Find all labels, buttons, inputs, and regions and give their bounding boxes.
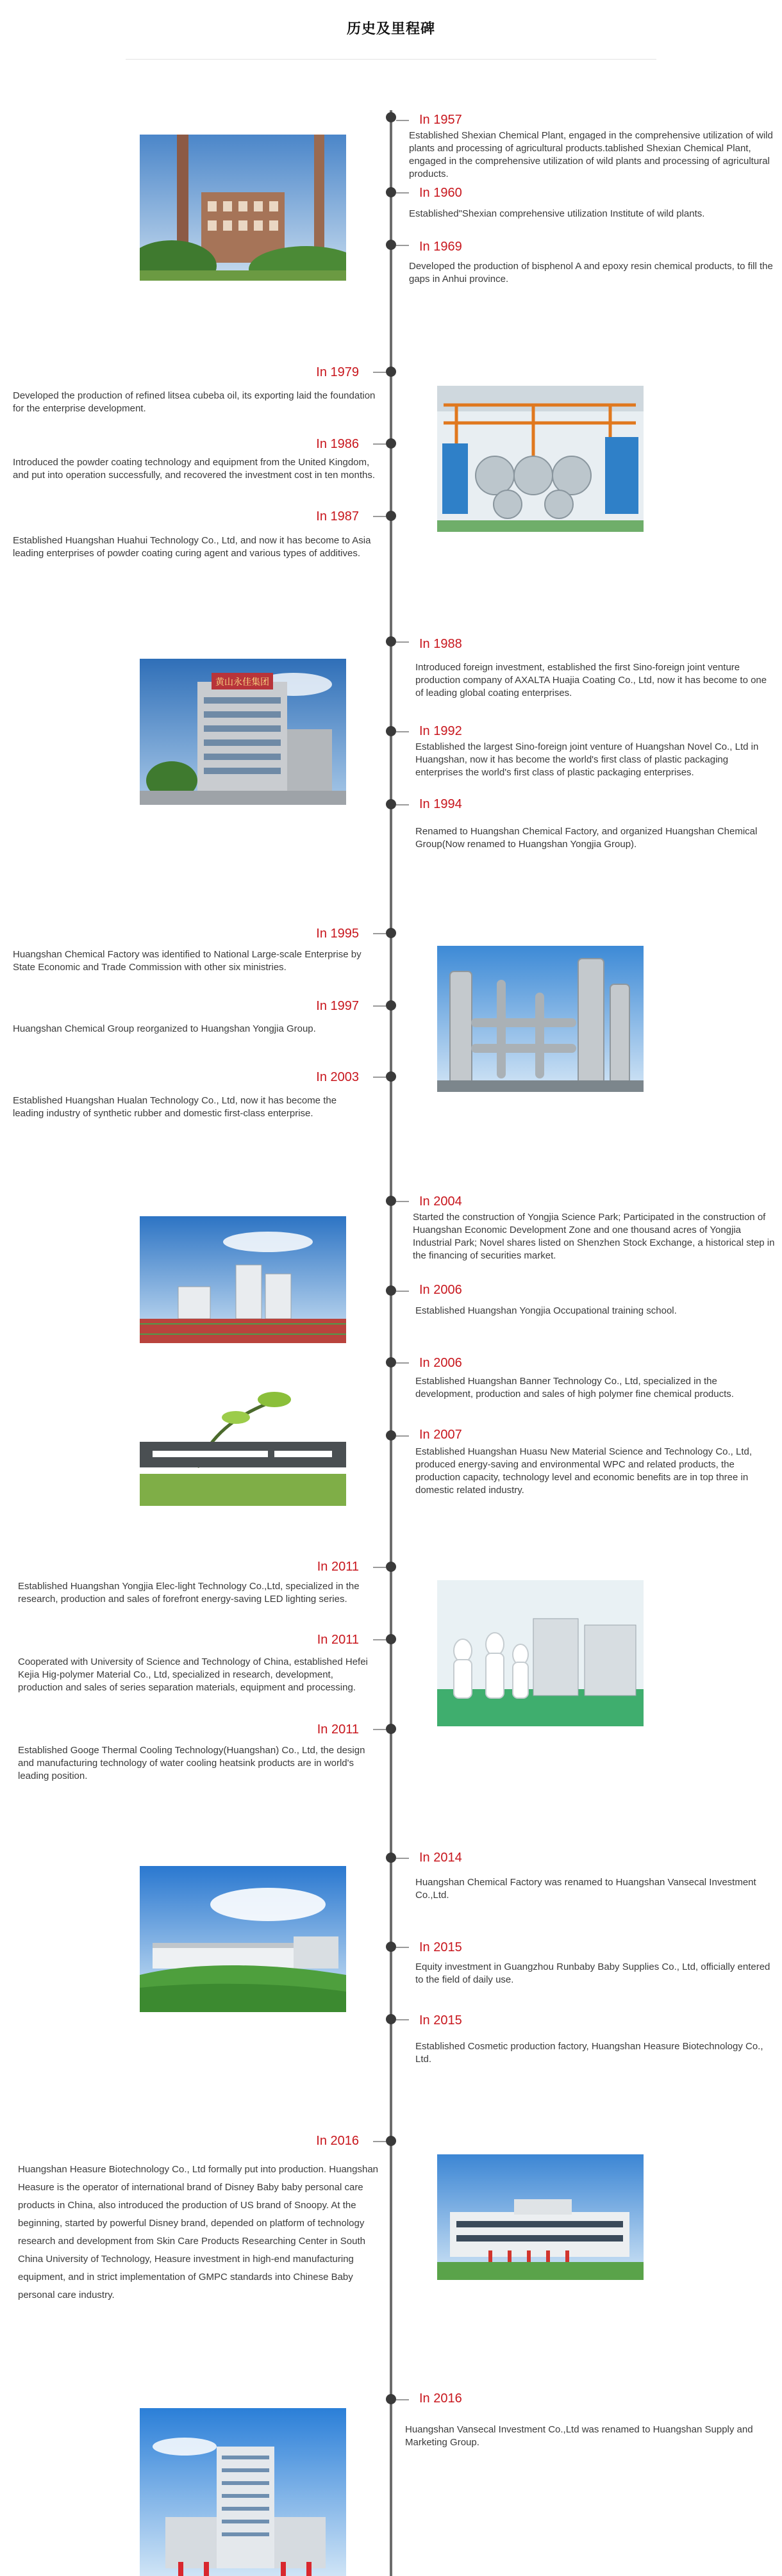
- milestone-text: Huangshan Chemical Group reorganized to Huangshan Yongjia Group.: [13, 1023, 316, 1034]
- timeline-dot: [386, 1285, 396, 1296]
- page-title: 历史及里程碑: [346, 21, 435, 37]
- milestone-year: In 2003: [316, 1070, 359, 1084]
- milestone-text: Renamed to Huangshan Chemical Factory, and organized Huangshan Chemical Group(Now renamed to Huangshan Yongjia Group).: [415, 826, 758, 850]
- milestone-year: In 1987: [316, 509, 359, 524]
- timeline-tick: [396, 1858, 409, 1859]
- timeline-tick: [396, 804, 409, 805]
- timeline-dot: [386, 1071, 396, 1082]
- timeline-dot: [386, 1562, 396, 1572]
- factory-chimney-photo: [140, 135, 346, 281]
- timeline-dot: [386, 438, 396, 449]
- milestone-text: Equity investment in Guangzhou Runbaby Baby Supplies Co., Ltd, officially entered to the field of daily use.: [415, 1961, 770, 1985]
- timeline-dot: [386, 1430, 396, 1441]
- science-park-photo: [140, 1216, 346, 1343]
- milestone-text: Huangshan Heasure Biotechnology Co., Ltd formally put into production. Huangshan Heasure is the operator of international brand of Disney Baby baby personal care products in China, also introduced the production of US brand of Snoopy. At the beginning, started by powerful Disney brand, depended on platform of technology research and development from Skin Care Products Researching Center in South China University of Technology, Heasure investment in high-end manufacturing equipment, and in strict implementation of GMPC standards into Chinese Baby personal care industry.: [18, 2164, 379, 2300]
- timeline-dot: [386, 511, 396, 521]
- milestone-text: Developed the production of refined litsea cubeba oil, its exporting laid the foundation for the enterprise development.: [13, 390, 376, 414]
- timeline-dot: [386, 1634, 396, 1644]
- milestone-text: Established Huangshan Banner Technology Co., Ltd, specialized in the development, production and sales of high polymer fine chemical products.: [415, 1376, 734, 1399]
- milestone-year: In 1957: [419, 113, 462, 127]
- timeline-dot: [386, 1000, 396, 1011]
- title-divider: [126, 59, 656, 60]
- timeline-tick: [396, 1291, 409, 1292]
- milestone-year: In 1960: [419, 186, 462, 200]
- chemical-pipes-photo: [437, 946, 644, 1092]
- timeline-tick: [373, 2141, 386, 2142]
- timeline-tick: [373, 372, 386, 373]
- milestone-year: In 2006: [419, 1356, 462, 1370]
- timeline-tick: [373, 1005, 386, 1007]
- timeline-tick: [396, 1435, 409, 1437]
- milestone-text: Developed the production of bisphenol A and epoxy resin chemical products, to fill the gaps in Anhui province.: [409, 261, 773, 285]
- milestone-year: In 2006: [419, 1283, 462, 1297]
- milestone-text: Huangshan Chemical Factory was identified to National Large-scale Enterprise by State Economic and Trade Commission with other six ministries.: [13, 949, 362, 973]
- timeline-dot: [386, 2014, 396, 2024]
- timeline-dot: [386, 1853, 396, 1863]
- milestone-year: In 1995: [316, 927, 359, 941]
- milestone-year: In 1988: [419, 637, 462, 651]
- milestone-text: Established Shexian Chemical Plant, engaged in the comprehensive utilization of wild plants and processing of agricultural products.tablished Shexian Chemical Plant, engaged in the comprehensive utilization of wild plants and processing of agricultural products.: [409, 130, 773, 179]
- timeline-dot: [386, 928, 396, 938]
- milestone-text: Established Huangshan Huahui Technology Co., Ltd, and now it has become to Asia leading enterprises of powder coating curing agent and various types of additives.: [13, 535, 371, 559]
- timeline-dot: [386, 636, 396, 647]
- milestone-year: In 2004: [419, 1194, 462, 1209]
- milestone-year: In 1969: [419, 240, 462, 254]
- timeline-line: [390, 110, 392, 2576]
- timeline-tick: [373, 1639, 386, 1640]
- milestone-year: In 1997: [316, 999, 359, 1013]
- timeline-tick: [373, 933, 386, 934]
- timeline-tick: [396, 120, 409, 121]
- milestone-text: Started the construction of Yongjia Science Park; Participated in the construction of Huangshan Economic Development Zone and one thousand acres of Yongjia Industrial Park; Novel shares listed on Shenzhen Stock Exchange, a historical step in the financing of securities market.: [413, 1212, 775, 1261]
- milestone-text: Introduced foreign investment, established the first Sino-foreign joint venture production company of AXALTA Huajia Coating Co., Ltd, now it has become to one of leading global coating enterprises.: [415, 662, 767, 698]
- timeline-dot: [386, 1724, 396, 1734]
- milestone-year: In 2014: [419, 1851, 462, 1865]
- building-sign-text: 黄山永佳集团: [215, 677, 269, 688]
- timeline-dot: [386, 1942, 396, 1952]
- timeline-dot: [386, 367, 396, 377]
- timeline-tick: [396, 2019, 409, 2020]
- milestone-text: Cooperated with University of Science and Technology of China, established Hefei Kejia Hig-polymer Material Co., Ltd, specialized in research, development, production and sales of series separation materials, equipment and processing.: [18, 1656, 368, 1693]
- supply-group-tower-photo: [140, 2408, 346, 2576]
- cleanroom-lab-photo: [437, 1580, 644, 1726]
- timeline-tick: [373, 443, 386, 445]
- milestone-text: Huangshan Chemical Factory was renamed to Huangshan Vansecal Investment Co.,Ltd.: [415, 1877, 756, 1901]
- milestone-text: Established Huangshan Yongjia Elec-light Technology Co.,Ltd, specialized in the research, production and sales of forefront energy-saving LED lighting series.: [18, 1581, 360, 1605]
- timeline-tick: [396, 192, 409, 194]
- timeline-dot: [386, 1196, 396, 1206]
- milestone-year: In 1994: [419, 797, 462, 811]
- timeline-tick: [396, 1201, 409, 1202]
- milestone-year: In 2015: [419, 2013, 462, 2027]
- cosmetic-factory-photo: [437, 2154, 644, 2280]
- timeline-tick: [396, 2399, 409, 2400]
- timeline-dot: [386, 2394, 396, 2404]
- milestone-year: In 2016: [419, 2391, 462, 2406]
- timeline-dot: [386, 112, 396, 122]
- office-building-photo: [140, 659, 346, 805]
- milestone-year: In 2007: [419, 1428, 462, 1442]
- milestone-text: Huangshan Vansecal Investment Co.,Ltd was renamed to Huangshan Supply and Marketing Group.: [405, 2424, 753, 2448]
- timeline-tick: [373, 1729, 386, 1730]
- milestone-year: In 1992: [419, 724, 462, 738]
- milestone-year: In 2011: [317, 1633, 359, 1647]
- timeline-dot: [386, 1357, 396, 1367]
- timeline-dot: [386, 726, 396, 736]
- timeline-tick: [396, 641, 409, 643]
- milestone-text: Established Huangshan Hualan Technology Co., Ltd, now it has become the leading industry of synthetic rubber and domestic first-class enterprise.: [13, 1095, 337, 1119]
- milestone-year: In 1986: [316, 437, 359, 451]
- milestone-text: Established Huangshan Huasu New Material Science and Technology Co., Ltd, produced energy-saving and environmental WPC and related products, the production capacity, technology level and economic benefits are in top three in domestic related industry.: [415, 1446, 753, 1496]
- coating-production-line-photo: [437, 386, 644, 532]
- milestone-text: Introduced the powder coating technology and equipment from the United Kingdom, and put into operation successfully, and recovered the investment cost in ten months.: [13, 457, 376, 481]
- timeline-tick: [396, 1947, 409, 1948]
- milestone-year: In 2015: [419, 1940, 462, 1954]
- milestone-text: Established Googe Thermal Cooling Technology(Huangshan) Co., Ltd, the design and manufacturing technology of water cooling heatsink products are in world's leading position.: [18, 1745, 365, 1781]
- timeline-dot: [386, 187, 396, 197]
- milestone-text: Established Huangshan Yongjia Occupational training school.: [415, 1305, 677, 1316]
- milestone-year: In 1979: [316, 365, 359, 379]
- timeline-tick: [396, 731, 409, 732]
- milestone-text: Established the largest Sino-foreign joint venture of Huangshan Novel Co., Ltd in Huangshan, now it has become the world's first class of plastic packaging enterprises the world's first class of plastic packaging enterprises.: [415, 741, 759, 778]
- milestone-text: Established Cosmetic production factory, Huangshan Heasure Biotechnology Co., Ltd.: [415, 2041, 763, 2065]
- milestone-year: In 2016: [316, 2134, 359, 2148]
- industrial-park-sign-photo: [140, 1378, 346, 1506]
- timeline-tick: [373, 1567, 386, 1568]
- timeline-tick: [396, 245, 409, 246]
- milestone-year: In 2011: [317, 1722, 359, 1737]
- timeline-dot: [386, 2136, 396, 2146]
- timeline-tick: [396, 1362, 409, 1364]
- timeline-dot: [386, 240, 396, 250]
- timeline-tick: [373, 1077, 386, 1078]
- milestone-text: Established"Shexian comprehensive utilization Institute of wild plants.: [409, 208, 705, 219]
- factory-campus-photo: [140, 1866, 346, 2012]
- timeline-dot: [386, 799, 396, 809]
- timeline-tick: [373, 516, 386, 517]
- milestone-year: In 2011: [317, 1560, 359, 1574]
